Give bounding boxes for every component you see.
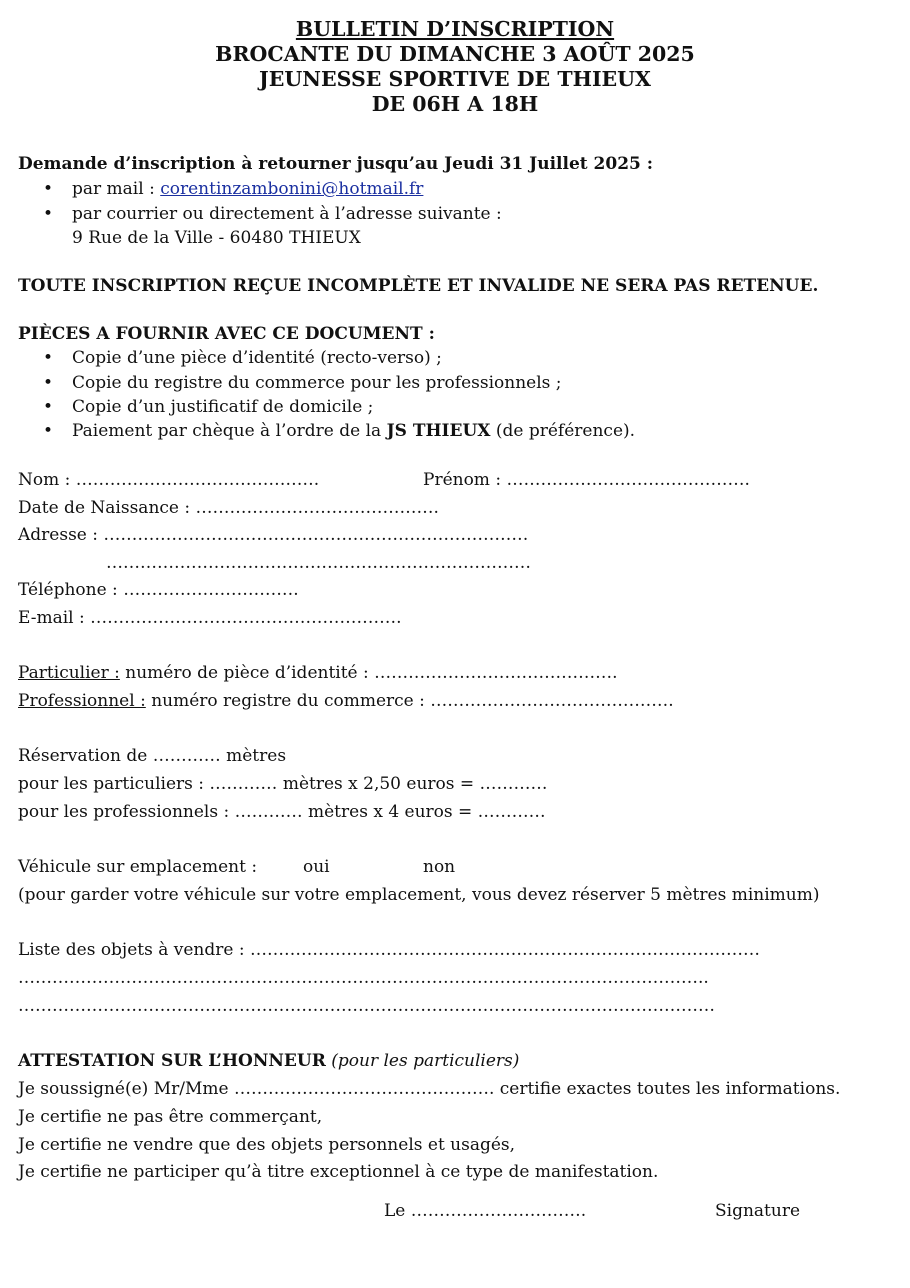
email-link[interactable]: corentinzambonini@hotmail.fr: [160, 179, 424, 199]
mail-item: [43, 178, 423, 200]
prenom-field[interactable]: Prénom : …………………………………….: [423, 470, 750, 490]
return-deadline-heading: Demande d’inscription à retourner jusqu’au Jeudi 31 Juillet 2025 :: [18, 154, 654, 174]
payment-item: • Paiement par chèque à l’ordre de la JS THIEUX (de préférence).: [43, 421, 636, 441]
phone-field[interactable]: Téléphone : ………………………….: [18, 580, 299, 600]
event-title: BROCANTE DU DIMANCHE 3 AOÛT 2025: [215, 42, 695, 66]
reservation-length-field[interactable]: Réservation de ………… mètres: [18, 746, 287, 766]
bullet-icon: •: [43, 204, 54, 224]
attestation-heading: ATTESTATION SUR L’HONNEUR (pour les particuliers): [18, 1051, 520, 1071]
reservation-professionnels-field[interactable]: pour les professionnels : ………… mètres x 4 euros = …………: [18, 802, 546, 822]
attestation-note: (pour les particuliers): [325, 1051, 520, 1071]
vehicle-yes-option[interactable]: oui: [303, 857, 330, 877]
particulier-field[interactable]: Particulier : numéro de pièce d’identité : …………………………………….: [18, 663, 618, 683]
reservation-particuliers-field[interactable]: pour les particuliers : ………… mètres x 2,50 euros = …………: [18, 774, 548, 794]
form-title: BULLETIN D’INSCRIPTION: [295, 17, 615, 41]
attestation-line: Je certifie ne pas être commerçant,: [18, 1107, 323, 1127]
vehicle-no-option[interactable]: non: [423, 857, 456, 877]
email-field[interactable]: E-mail : ……………………………………………….: [18, 608, 402, 628]
courier-item: [43, 203, 502, 225]
bullet-icon: •: [43, 373, 54, 393]
particulier-label: Particulier :: [18, 663, 120, 683]
incomplete-warning: TOUTE INSCRIPTION REÇUE INCOMPLÈTE ET INVALIDE NE SERA PAS RETENUE.: [18, 276, 819, 296]
attestation-line: Je certifie ne vendre que des objets personnels et usagés,: [18, 1135, 516, 1155]
nom-field[interactable]: Nom : …………………………………….: [18, 470, 320, 490]
bullet-icon: •: [43, 348, 54, 368]
organizer-name: JEUNESSE SPORTIVE DE THIEUX: [259, 67, 651, 91]
objects-field-line2[interactable]: …………………………………………………………………………………………………………..: [18, 968, 709, 988]
courier-label: par courrier ou directement à l’adresse suivante :: [72, 204, 502, 224]
objects-field-line3[interactable]: ……………………………………………………………………………………………………………: [18, 996, 715, 1016]
professionnel-label: Professionnel :: [18, 691, 146, 711]
mail-label: par mail :: [72, 179, 161, 199]
professionnel-field[interactable]: Professionnel : numéro registre du commerce : …………………………………….: [18, 691, 674, 711]
document-item: • Copie d’un justificatif de domicile ;: [43, 397, 374, 417]
vehicle-label: Véhicule sur emplacement :: [18, 857, 258, 877]
bullet-icon: •: [43, 397, 54, 417]
address-field-line1[interactable]: Adresse : …………………………………………………………………: [18, 525, 529, 545]
payee-name: JS THIEUX: [386, 421, 491, 441]
attestation-identity-line[interactable]: Je soussigné(e) Mr/Mme ………………………………………. certifie exactes toutes les informations.: [18, 1079, 841, 1099]
signature-field[interactable]: Signature: [715, 1201, 801, 1221]
birthdate-field[interactable]: Date de Naissance : …………………………………….: [18, 498, 439, 518]
document-header: [0, 17, 910, 117]
address-field-line2[interactable]: …………………………………………………………………: [106, 553, 531, 573]
document-item: • Copie du registre du commerce pour les professionnels ;: [43, 373, 562, 393]
vehicle-note: (pour garder votre véhicule sur votre emplacement, vous devez réserver 5 mètres minimum): [18, 885, 820, 905]
attestation-line: Je certifie ne participer qu’à titre exceptionnel à ce type de manifestation.: [18, 1162, 659, 1182]
documents-heading: PIÈCES A FOURNIR AVEC CE DOCUMENT :: [18, 324, 435, 344]
postal-address: 9 Rue de la Ville - 60480 THIEUX: [72, 228, 361, 248]
date-field[interactable]: Le ………………………….: [384, 1201, 587, 1221]
objects-field-line1[interactable]: Liste des objets à vendre : ………………………………………………………………………………: [18, 940, 760, 960]
document-item: • Copie d’une pièce d’identité (recto-verso) ;: [43, 348, 442, 368]
bullet-icon: •: [43, 179, 54, 199]
event-hours: DE 06H A 18H: [371, 92, 539, 116]
bullet-icon: •: [43, 421, 54, 441]
